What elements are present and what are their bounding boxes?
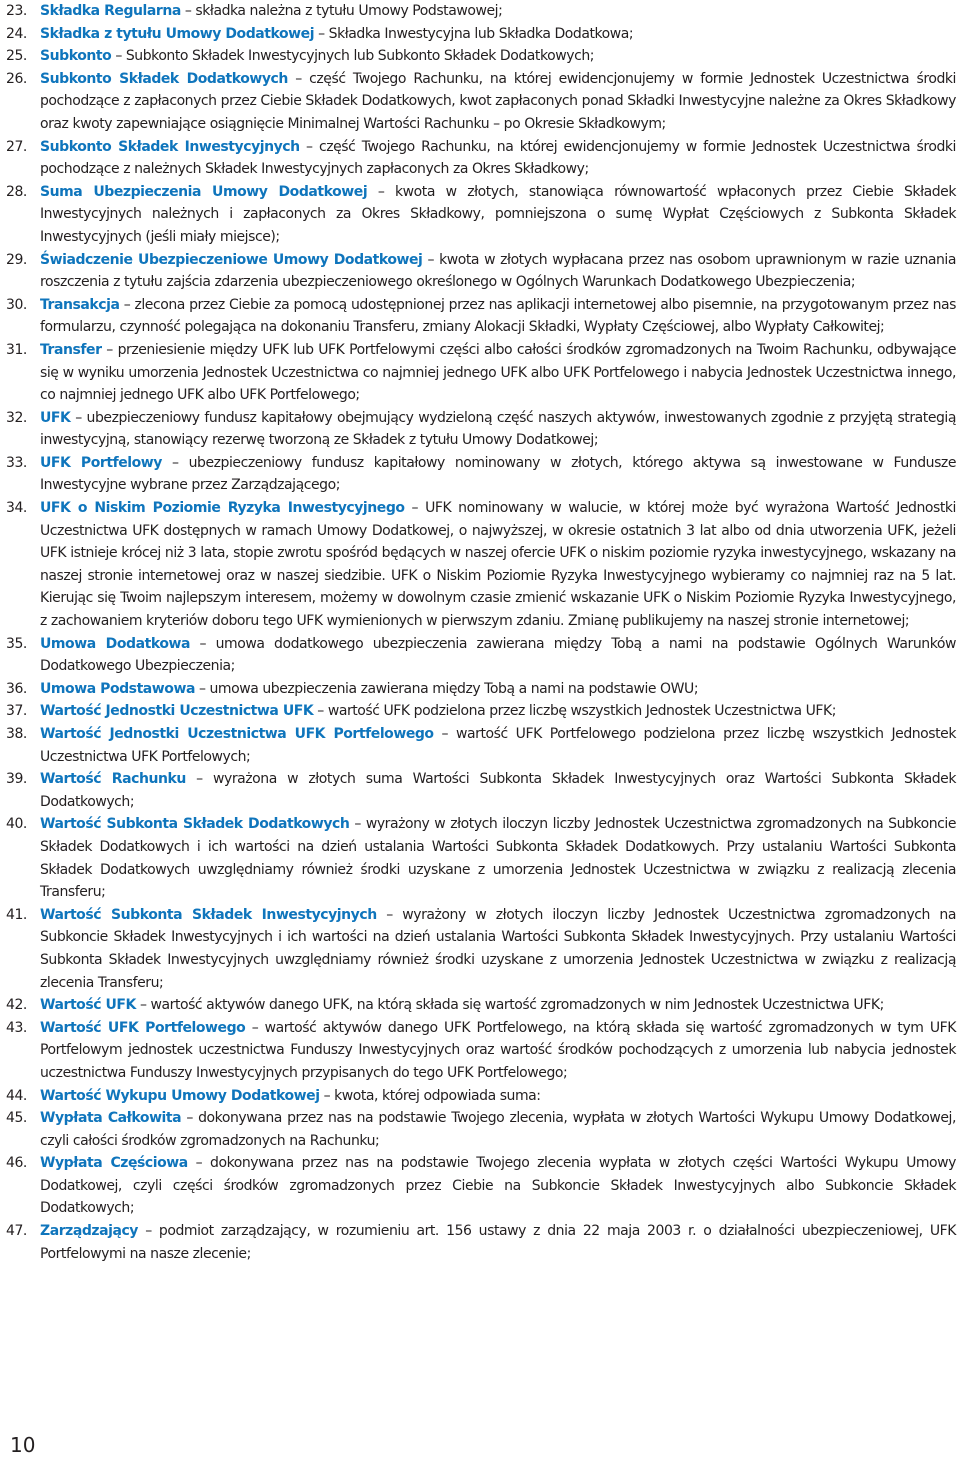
definition-item <box>6 497 956 633</box>
definition-item <box>6 136 956 181</box>
definition-text: – wartość aktywów danego UFK Portfelowego, na którą składa się wartość zgromadzonych w tym UFK Portfelowym jednostek uczestnictwa Funduszy Inwestycyjnych oraz wartość środków pochodzących z umorzenia lub nabycia jednostek uczestnictwa Funduszy Inwestycyjnych przypisanych do tego UFK Portfelowego; <box>40 1019 956 1081</box>
defined-term: Suma Ubezpieczenia Umowy Dodatkowej <box>40 183 368 200</box>
item-number: 33. <box>6 454 27 471</box>
item-text <box>40 136 956 181</box>
definition-item <box>6 294 956 339</box>
item-text <box>40 768 956 813</box>
definition-text: – zlecona przez Ciebie za pomocą udostępnionej przez nas aplikacji internetowej albo pisemnie, na przygotowanym przez nas formularzu, czynność polegająca na dokonaniu Transferu, zmiany Alokacji Składki, Wypłaty Częściowej, albo Wypłaty Całkowitej; <box>40 296 956 336</box>
definition-item <box>6 700 956 723</box>
item-number: 29. <box>6 251 27 268</box>
definition-item <box>6 1085 956 1108</box>
defined-term: Subkonto <box>40 48 112 65</box>
definition-text: – podmiot zarządzający, w rozumieniu art. 156 ustawy z dnia 22 maja 2003 r. o działalności ubezpieczeniowej, UFK Portfelowymi na nasze zlecenie; <box>40 1223 956 1262</box>
defined-term: Subkonto Składek Dodatkowych <box>40 70 288 87</box>
defined-term: Wartość Rachunku <box>40 771 186 788</box>
item-number: 44. <box>6 1087 27 1104</box>
item-text <box>40 1017 956 1085</box>
item-text <box>40 497 956 633</box>
definition-text: – Składka Inwestycyjna lub Składka Dodatkowa; <box>314 25 634 42</box>
definition-item <box>6 68 956 136</box>
definition-text: – wartość UFK Portfelowego podzielona przez liczbę wszystkich Jednostek Uczestnictwa UFK Portfelowych; <box>40 726 956 765</box>
item-number: 30. <box>6 296 27 313</box>
item-number: 23. <box>6 3 27 19</box>
item-number: 37. <box>6 703 27 720</box>
definition-text: – umowa ubezpieczenia zawierana między Tobą a nami na podstawie OWU; <box>194 680 699 697</box>
item-number: 31. <box>6 341 27 358</box>
defined-term: Wartość Wykupu Umowy Dodatkowej <box>40 1087 320 1104</box>
definition-text: – wyrażony w złotych iloczyn liczby Jednostek Uczestnictwa zgromadzonych na Subkoncie Składek Dodatkowych i ich wartości na dzień ustalania Wartości Subkonta Składek Dodatkowych. Przy ustalaniu Wartości Subkonta Składek Dodatkowych uwzględniamy również środki uzyskane z umorzenia Jednostek Uczestnictwa w związku z realizacją zlecenia Transferu; <box>40 816 956 901</box>
item-number: 35. <box>6 635 27 652</box>
item-text <box>40 633 956 678</box>
definition-item <box>6 0 956 23</box>
defined-term: Subkonto Składek Inwestycyjnych <box>40 138 300 155</box>
defined-term: Wartość Subkonta Składek Inwestycyjnych <box>40 906 377 923</box>
item-text <box>40 249 956 294</box>
item-text <box>40 994 956 1017</box>
defined-term: Świadczenie Ubezpieczeniowe Umowy Dodatkowej <box>40 251 423 268</box>
item-text <box>40 1107 956 1152</box>
page-number: 10 <box>10 1433 36 1457</box>
definition-text: – część Twojego Rachunku, na której ewidencjonujemy w formie Jednostek Uczestnictwa środki pochodzące z należnych Składek Inwestycyjnych zapłaconych za Okres Składkowy; <box>40 138 956 178</box>
defined-term: UFK o Niskim Poziomie Ryzyka Inwestycyjnego <box>40 500 405 517</box>
item-text <box>40 23 956 46</box>
definition-text: – kwota, której odpowiada suma: <box>319 1087 541 1104</box>
item-text <box>40 1220 956 1265</box>
definitions-list <box>6 0 956 1265</box>
item-number: 45. <box>6 1110 27 1127</box>
defined-term: Wartość UFK <box>40 997 136 1014</box>
item-text <box>40 0 956 23</box>
item-text <box>40 700 956 723</box>
definition-text: – kwota w złotych, stanowiąca równowartość wpłaconych przez Ciebie Składek Inwestycyjnych należnych i zapłaconych za Okres Składkowy, pomniejszona o sumę Wypłat Częściowych z Subkonta Składek Inwestycyjnych (jeśli miały miejsce); <box>40 183 956 245</box>
item-text <box>40 678 956 701</box>
item-text <box>40 45 956 68</box>
item-text <box>40 723 956 768</box>
definition-item <box>6 994 956 1017</box>
definition-item <box>6 723 956 768</box>
defined-term: Wartość UFK Portfelowego <box>40 1019 246 1036</box>
defined-term: Składka Regularna <box>40 3 181 19</box>
item-text <box>40 813 956 903</box>
item-number: 43. <box>6 1019 27 1036</box>
item-text <box>40 1152 956 1220</box>
defined-term: Transakcja <box>40 296 120 313</box>
definition-text: – składka należna z tytułu Umowy Podstawowej; <box>180 3 503 19</box>
definition-item <box>6 249 956 294</box>
definition-item <box>6 768 956 813</box>
item-number: 36. <box>6 680 27 697</box>
item-text <box>40 452 956 497</box>
defined-term: UFK Portfelowy <box>40 454 162 471</box>
item-number: 25. <box>6 48 27 65</box>
definition-item <box>6 1220 956 1265</box>
defined-term: Wypłata Częściowa <box>40 1155 188 1172</box>
item-text <box>40 1085 956 1108</box>
item-text <box>40 339 956 407</box>
definition-text: – wyrażona w złotych suma Wartości Subkonta Składek Inwestycyjnych oraz Wartości Subkonta Składek Dodatkowych; <box>40 771 956 810</box>
definition-item <box>6 181 956 249</box>
definition-text: – przeniesienie między UFK lub UFK Portfelowymi części albo całości środków zgromadzonych na Twoim Rachunku, odbywające się w wyniku umorzenia Jednostek Uczestnictwa co najmniej jednego UFK albo UFK Portfelowego i nabycia Jednostek Uczestnictwa innego, co najmniej jednego UFK albo UFK Portfelowego; <box>40 341 956 404</box>
item-number: 47. <box>6 1223 27 1240</box>
defined-term: Wypłata Całkowita <box>40 1110 182 1127</box>
definition-text: – umowa dodatkowego ubezpieczenia zawierana między Tobą a nami na podstawie Ogólnych Warunków Dodatkowego Ubezpieczenia; <box>40 635 956 675</box>
item-number: 34. <box>6 500 27 517</box>
definition-item <box>6 678 956 701</box>
defined-term: UFK <box>40 409 71 426</box>
defined-term: Zarządzający <box>40 1223 138 1240</box>
definition-text: – ubezpieczeniowy fundusz kapitałowy nominowany w złotych, którego aktywa są inwestowane w Fundusze Inwestycyjne wybrane przez Zarządzającego; <box>40 454 956 494</box>
definition-text: – wyrażony w złotych iloczyn liczby Jednostek Uczestnictwa zgromadzonych na Subkoncie Składek Inwestycyjnych i ich wartości na dzień ustalania Wartości Subkonta Składek Inwestycyjnych. Przy ustalaniu Wartości Subkonta Składek Inwestycyjnych uwzględniamy również środki uzyskane z umorzenia Jednostek Uczestnictwa w związku z realizacją zlecenia Transferu; <box>40 906 956 991</box>
item-number: 39. <box>6 771 27 788</box>
item-text <box>40 68 956 136</box>
definition-item <box>6 45 956 68</box>
defined-term: Transfer <box>40 341 102 358</box>
item-number: 42. <box>6 997 27 1014</box>
definition-text: – część Twojego Rachunku, na której ewidencjonujemy w formie Jednostek Uczestnictwa środki pochodzące z zapłaconych przez Ciebie Składek Dodatkowych, kwot zapłaconych ponad Składki Inwestycyjne należne za Okres Składkowy oraz kwoty zapewniające osiągnięcie Minimalnej Wartości Rachunku – po Okresie Składkowym; <box>40 70 956 132</box>
defined-term: Składka z tytułu Umowy Dodatkowej <box>40 25 315 42</box>
item-number: 32. <box>6 409 27 426</box>
item-number: 28. <box>6 183 27 200</box>
item-number: 38. <box>6 726 27 742</box>
item-text <box>40 904 956 994</box>
item-text <box>40 294 956 339</box>
definition-text: – dokonywana przez nas na podstawie Twojego zlecenia, wypłata w złotych Wartości Wykupu Umowy Dodatkowej, czyli całości środków zgromadzonych na Rachunku; <box>40 1110 956 1149</box>
definition-text: – wartość UFK podzielona przez liczbę wszystkich Jednostek Uczestnictwa UFK; <box>313 703 836 720</box>
definition-item <box>6 23 956 46</box>
definition-item <box>6 339 956 407</box>
item-number: 41. <box>6 906 27 923</box>
definition-item <box>6 813 956 903</box>
definition-text: – ubezpieczeniowy fundusz kapitałowy obejmujący wydzieloną część naszych aktywów, inwestowanych zgodnie z przyjętą strategią inwestycyjną, stanowiący rezerwę tworzoną ze Składek z tytułu Umowy Dodatkowej; <box>40 409 956 449</box>
definition-item <box>6 407 956 452</box>
defined-term: Wartość Subkonta Składek Dodatkowych <box>40 816 350 833</box>
item-number: 26. <box>6 70 27 87</box>
defined-term: Umowa Podstawowa <box>40 680 195 697</box>
item-number: 46. <box>6 1155 27 1172</box>
defined-term: Wartość Jednostki Uczestnictwa UFK Portfelowego <box>40 726 434 742</box>
definition-item <box>6 452 956 497</box>
item-number: 27. <box>6 138 27 155</box>
defined-term: Umowa Dodatkowa <box>40 635 190 652</box>
definition-item <box>6 1107 956 1152</box>
defined-term: Wartość Jednostki Uczestnictwa UFK <box>40 703 314 720</box>
definition-item <box>6 1017 956 1085</box>
definition-text: – UFK nominowany w walucie, w której może być wyrażona Wartość Jednostki Uczestnictwa UFK dostępnych w ramach Umowy Dodatkowej, o najwyższej, w okresie ostatnich 3 lat albo od dnia utworzenia UFK, jeżeli UFK istnieje krócej niż 3 lata, stopie zwrotu spośród będących w naszej ofercie UFK o niskim poziomie ryzyka inwestycyjnego, wskazany na naszej stronie internetowej oraz w naszej siedzibie. UFK o Niskim Poziomie Ryzyka Inwestycyjnego wybieramy co najmniej raz na 5 lat. Kierując się Twoim najlepszym interesem, możemy w dowolnym czasie zmienić wskazanie UFK o Niskim Poziomie Ryzyka Inwestycyjnego, z zachowaniem kryteriów doboru tego UFK wymienionych w pierwszym zdaniu. Zmianę publikujemy na naszej stronie internetowej; <box>40 500 956 630</box>
definition-item <box>6 904 956 994</box>
definition-item <box>6 633 956 678</box>
item-text <box>40 407 956 452</box>
item-number: 40. <box>6 816 27 833</box>
item-number: 24. <box>6 25 27 42</box>
definition-text: – wartość aktywów danego UFK, na którą składa się wartość zgromadzonych w nim Jednostek Uczestnictwa UFK; <box>135 997 884 1014</box>
definition-text: – kwota w złotych wypłacana przez nas osobom uprawnionym w razie uznania roszczenia z tytułu zajścia zdarzenia ubezpieczeniowego określonego w Ogólnych Warunkach Dodatkowego Ubezpieczenia; <box>40 251 956 291</box>
definition-item <box>6 1152 956 1220</box>
definition-text: – dokonywana przez nas na podstawie Twojego zlecenia wypłata w złotych części Wartości Wykupu Umowy Dodatkowej, czyli części środków zgromadzonych przez Ciebie na Subkoncie Składek Inwestycyjnych albo Subkoncie Składek Dodatkowych; <box>40 1155 956 1217</box>
item-text <box>40 181 956 249</box>
definition-text: – Subkonto Składek Inwestycyjnych lub Subkonto Składek Dodatkowych; <box>111 48 595 65</box>
